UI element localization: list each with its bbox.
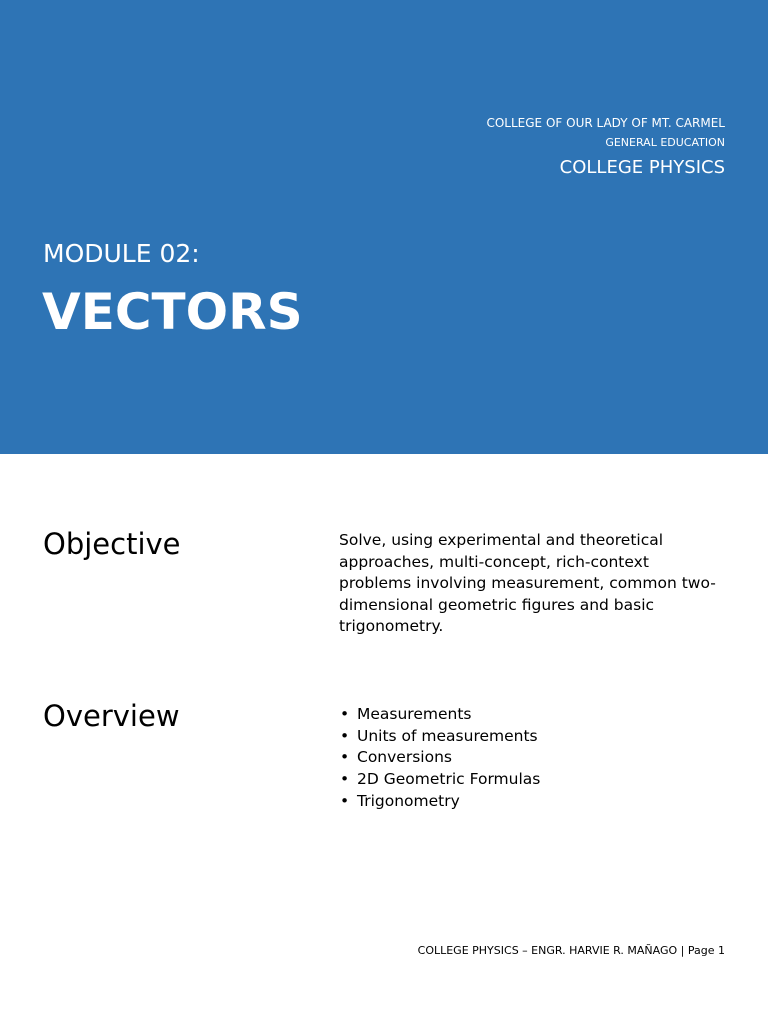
page-footer: COLLEGE PHYSICS – ENGR. HARVIE R. MAÑAGO | Page 1 <box>417 944 725 957</box>
objective-heading: Objective <box>43 527 181 561</box>
overview-item-label: Conversions <box>357 748 452 767</box>
department-name: GENERAL EDUCATION <box>605 136 725 149</box>
overview-list <box>339 704 540 813</box>
module-title: VECTORS <box>42 283 303 341</box>
overview-item-label: Units of measurements <box>357 726 538 745</box>
overview-item <box>339 747 540 769</box>
overview-item <box>339 769 540 791</box>
institution-block <box>486 115 725 179</box>
overview-item-label: 2D Geometric Formulas <box>357 770 541 789</box>
bullet-icon: • <box>340 791 350 810</box>
course-name: COLLEGE PHYSICS <box>559 157 725 178</box>
overview-item <box>339 726 540 748</box>
overview-item <box>339 791 540 813</box>
overview-item-label: Measurements <box>357 705 472 723</box>
cover-banner <box>0 0 768 454</box>
bullet-icon: • <box>340 726 350 745</box>
overview-heading: Overview <box>43 699 180 733</box>
bullet-icon: • <box>340 748 350 767</box>
overview-item <box>339 704 540 726</box>
module-label: MODULE 02: <box>43 239 200 268</box>
bullet-icon: • <box>340 770 350 789</box>
bullet-icon: • <box>340 705 350 723</box>
objective-text: Solve, using experimental and theoretical approaches, multi-concept, rich-context problems involving measurement, common two-dimensional geometric figures and basic trigonometry. <box>339 531 716 636</box>
overview-item-label: Trigonometry <box>357 791 460 810</box>
institution-name: COLLEGE OF OUR LADY OF MT. CARMEL <box>486 116 725 130</box>
